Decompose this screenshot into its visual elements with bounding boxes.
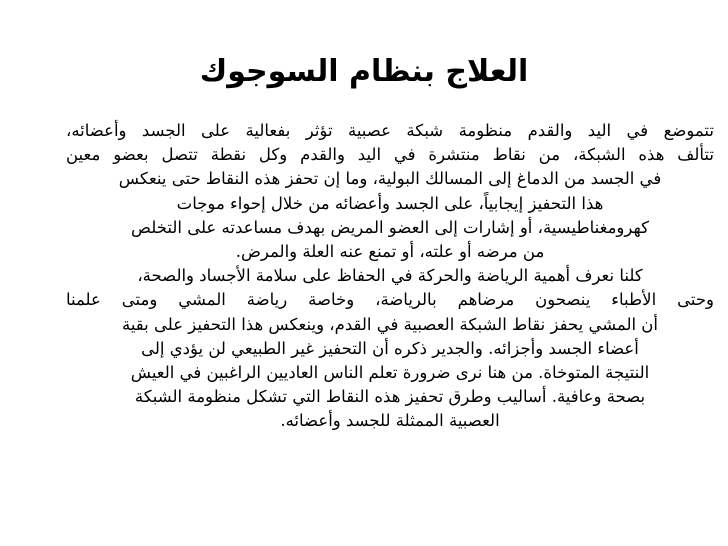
body-line: أن المشي يحفز نقاط الشبكة العصبية في القدم، وينعكس هذا التحفيز على بقية [121,314,659,334]
body-line: كهرومغناطيسية، أو إشارات إلى العضو المريض بهدف مساعدته على التخلص [131,217,649,237]
body-line: من مرضه أو علته، أو تمنع عنه العلة والمرض. [235,241,545,261]
body-line: تتموضع في اليد والقدم منظومة شبكة عصبية تؤثر بفعالية على الجسد وأعضائه، [66,121,714,140]
body-line: وحتى الأطباء ينصحون مرضاهم بالرياضة، وخاصة رياضة المشي ومتى علمنا [66,290,714,310]
body-line: تتألف هذه الشبكة، من نقاط منتشرة في اليد والقدم وكل نقطة تتصل بعضو معين [66,145,714,165]
body-line: أعضاء الجسد وأجزائه. والجدير ذكره أن التحفيز غير الطبيعي لن يؤدي إلى [141,338,639,358]
body-line: بصحة وعافية. أساليب وطرق تحفيز هذه النقاط التي تشكل منظومة الشبكة [134,387,646,407]
body-line: في الجسد من الدماغ إلى المسالك البولية، وما إن تحفز هذه النقاط حتى ينعكس [118,169,662,189]
body-line: هذا التحفيز إيجابياً، على الجسد وأعضائه من خلال إحواء موجات [176,193,604,213]
body-line: العصبية الممثلة للجسد وأعضائه. [280,411,500,431]
body-line: النتيجة المتوخاة. من هنا نرى ضرورة تعلم الناس العاديين الراغبين في العيش [130,362,650,382]
slide-body-text [66,119,714,433]
slide-title: العلاج بنظام السوجوك [199,54,529,89]
body-line: كلنا نعرف أهمية الرياضة والحركة في الحفاظ على سلامة الأجساد والصحة، [137,266,643,286]
